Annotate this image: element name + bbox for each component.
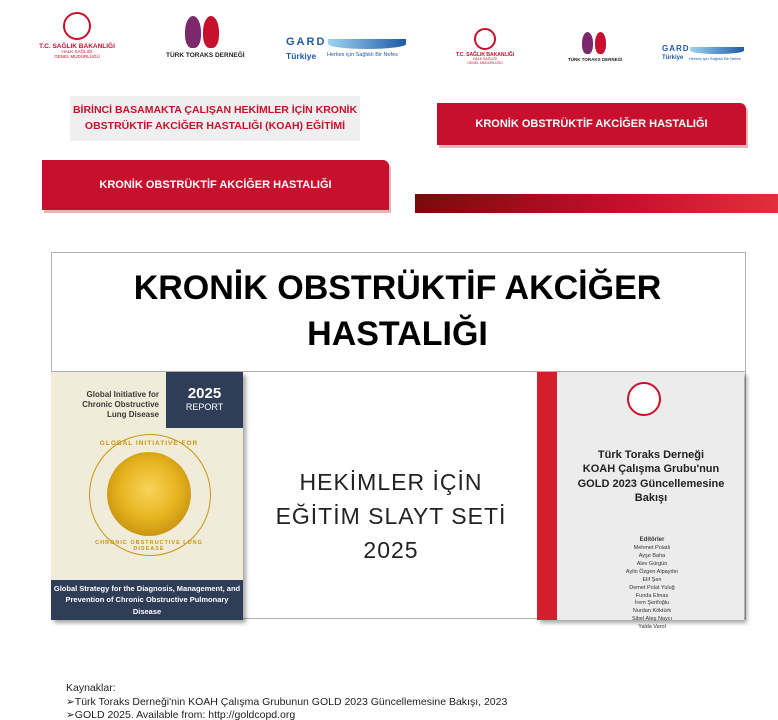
- ttd-booklet-spine: [537, 372, 557, 620]
- ministry-logo-small: [455, 28, 515, 68]
- ministry-sub2: GENEL MÜDÜRLÜĞÜ: [54, 53, 100, 59]
- subtitle-line2: EĞİTİM SLAYT SETİ: [275, 503, 507, 529]
- ministry-emblem-icon: [63, 12, 91, 40]
- ttd-editor: İrem Şerifoğlu: [634, 600, 670, 607]
- gold-year-box: [166, 372, 243, 428]
- gard-slogan: Herkes için Sağlıklı Bir Nefes: [689, 56, 741, 61]
- source-item: ➢Türk Toraks Derneği'nin KOAH Çalışma Grubunun GOLD 2023 Güncellemesine Bakışı, 2023: [66, 695, 508, 708]
- right-red-banner-text: KRONİK OBSTRÜKTİF AKCİĞER HASTALIĞI: [475, 118, 708, 130]
- gard-logo-small: [662, 44, 746, 66]
- gold-report-header: [59, 390, 159, 420]
- gold-report-label: REPORT: [185, 402, 224, 412]
- subtitle: [245, 465, 537, 567]
- ttd-title-line2: KOAH Çalışma Grubu'nun: [582, 463, 720, 476]
- gard-swoosh-icon: [328, 39, 406, 49]
- red-gradient-bar: [415, 194, 778, 213]
- gold-emblem-top-text: GLOBAL INITIATIVE FOR: [99, 440, 199, 447]
- ttd-emblem-icon: [627, 382, 661, 416]
- ministry-emblem-icon: [474, 28, 496, 50]
- page-title-line1: KRONİK OBSTRÜKTİF AKCİĞER: [133, 269, 662, 307]
- source-item: ➢GOLD 2025. Available from: http://goldcopd.org: [66, 709, 296, 720]
- gard-slogan: Herkes için Sağlıklı Bir Nefes: [327, 52, 398, 58]
- ttd-title-line3: GOLD 2023 Güncellemesine: [577, 477, 725, 490]
- ministry-name: T.C. SAĞLIK BAKANLIĞI: [39, 43, 115, 50]
- right-red-banner: [437, 103, 746, 145]
- ministry-logo: [38, 12, 116, 68]
- gold-year: 2025: [187, 385, 222, 402]
- gold-emblem-icon: [107, 452, 191, 536]
- ttd-booklet-title: [561, 448, 741, 505]
- ttd-editor: Elif Şen: [642, 576, 662, 583]
- ttd-editor: Yalda Varol: [638, 624, 666, 631]
- ministry-sub1: HALK SAĞLIĞI: [472, 57, 498, 61]
- ttd-editor: Funda Elmas: [635, 592, 669, 599]
- gold-header-line3: Lung Disease: [106, 410, 159, 419]
- toraks-name: TÜRK TORAKS DERNEĞİ: [166, 52, 245, 59]
- ttd-title-line4: Bakışı: [634, 491, 668, 504]
- training-banner-line2: OBSTRÜKTİF AKCİĞER HASTALIĞI (KOAH) EĞİTİMİ: [84, 119, 346, 132]
- ttd-editors: [597, 536, 707, 632]
- lungs-icon: [582, 32, 606, 54]
- ttd-editors-label: Editörler: [639, 537, 665, 543]
- training-banner-line1: BİRİNCİ BASAMAKTA ÇALIŞAN HEKİMLER İÇİN KRONİK: [72, 103, 358, 116]
- gard-word: GARD: [286, 36, 327, 48]
- ttd-title-line1: Türk Toraks Derneği: [597, 449, 705, 461]
- lungs-icon: [185, 16, 219, 48]
- page-title-line2: HASTALIĞI: [307, 315, 488, 353]
- training-banner: [70, 96, 360, 141]
- ttd-editor: Nurdan Köktürk: [632, 608, 672, 615]
- gard-word: GARD: [662, 44, 690, 53]
- left-red-banner: [42, 160, 389, 210]
- gold-footer-line1: Global Strategy for the Diagnosis, Management, and: [53, 584, 241, 594]
- sources-heading: Kaynaklar:: [66, 682, 116, 694]
- gold-emblem-bottom-text: CHRONIC OBSTRUCTIVE LUNG DISEASE: [95, 540, 203, 552]
- toraks-name: TÜRK TORAKS DERNEĞİ: [568, 57, 623, 62]
- gard-swoosh-icon: [690, 47, 744, 54]
- toraks-logo: [166, 16, 245, 62]
- ministry-sub1: HALK SAĞLIĞI: [61, 49, 93, 54]
- gard-country: Türkiye: [662, 55, 684, 61]
- ttd-editor: Sibel Ateş Naycı: [631, 616, 673, 623]
- ttd-editor: Mehmet Polatlı: [633, 544, 671, 551]
- sources: [66, 682, 766, 720]
- toraks-logo-small: [568, 32, 623, 64]
- ttd-editor: Ayşe Baha: [638, 552, 666, 559]
- ttd-editor: Aylin Özgen Alpaydın: [625, 568, 679, 575]
- gold-report-cover: [51, 372, 243, 620]
- gold-header-line1: Global Initiative for: [86, 390, 159, 399]
- ttd-booklet-cover: [537, 372, 744, 631]
- ttd-editor: Alev Gürgün: [636, 560, 668, 567]
- gold-footer-line2: Prevention of Chronic Obstructive Pulmonary Disease: [65, 595, 229, 616]
- gold-header-line2: Chronic Obstructive: [82, 400, 159, 409]
- left-red-banner-text: KRONİK OBSTRÜKTİF AKCİĞER HASTALIĞI: [99, 179, 332, 191]
- gard-country: Türkiye: [286, 51, 317, 61]
- gold-report-footer: [51, 580, 243, 620]
- subtitle-line1: HEKİMLER İÇİN: [299, 469, 483, 495]
- ministry-sub2: GENEL MÜDÜRLÜĞÜ: [467, 60, 503, 65]
- subtitle-line3: 2025: [363, 537, 419, 563]
- gard-logo: [286, 36, 410, 66]
- page-title: [51, 265, 744, 357]
- ministry-name: T.C. SAĞLIK BAKANLIĞI: [455, 52, 515, 58]
- ttd-editor: Demet Polat Yuluğ: [629, 584, 675, 591]
